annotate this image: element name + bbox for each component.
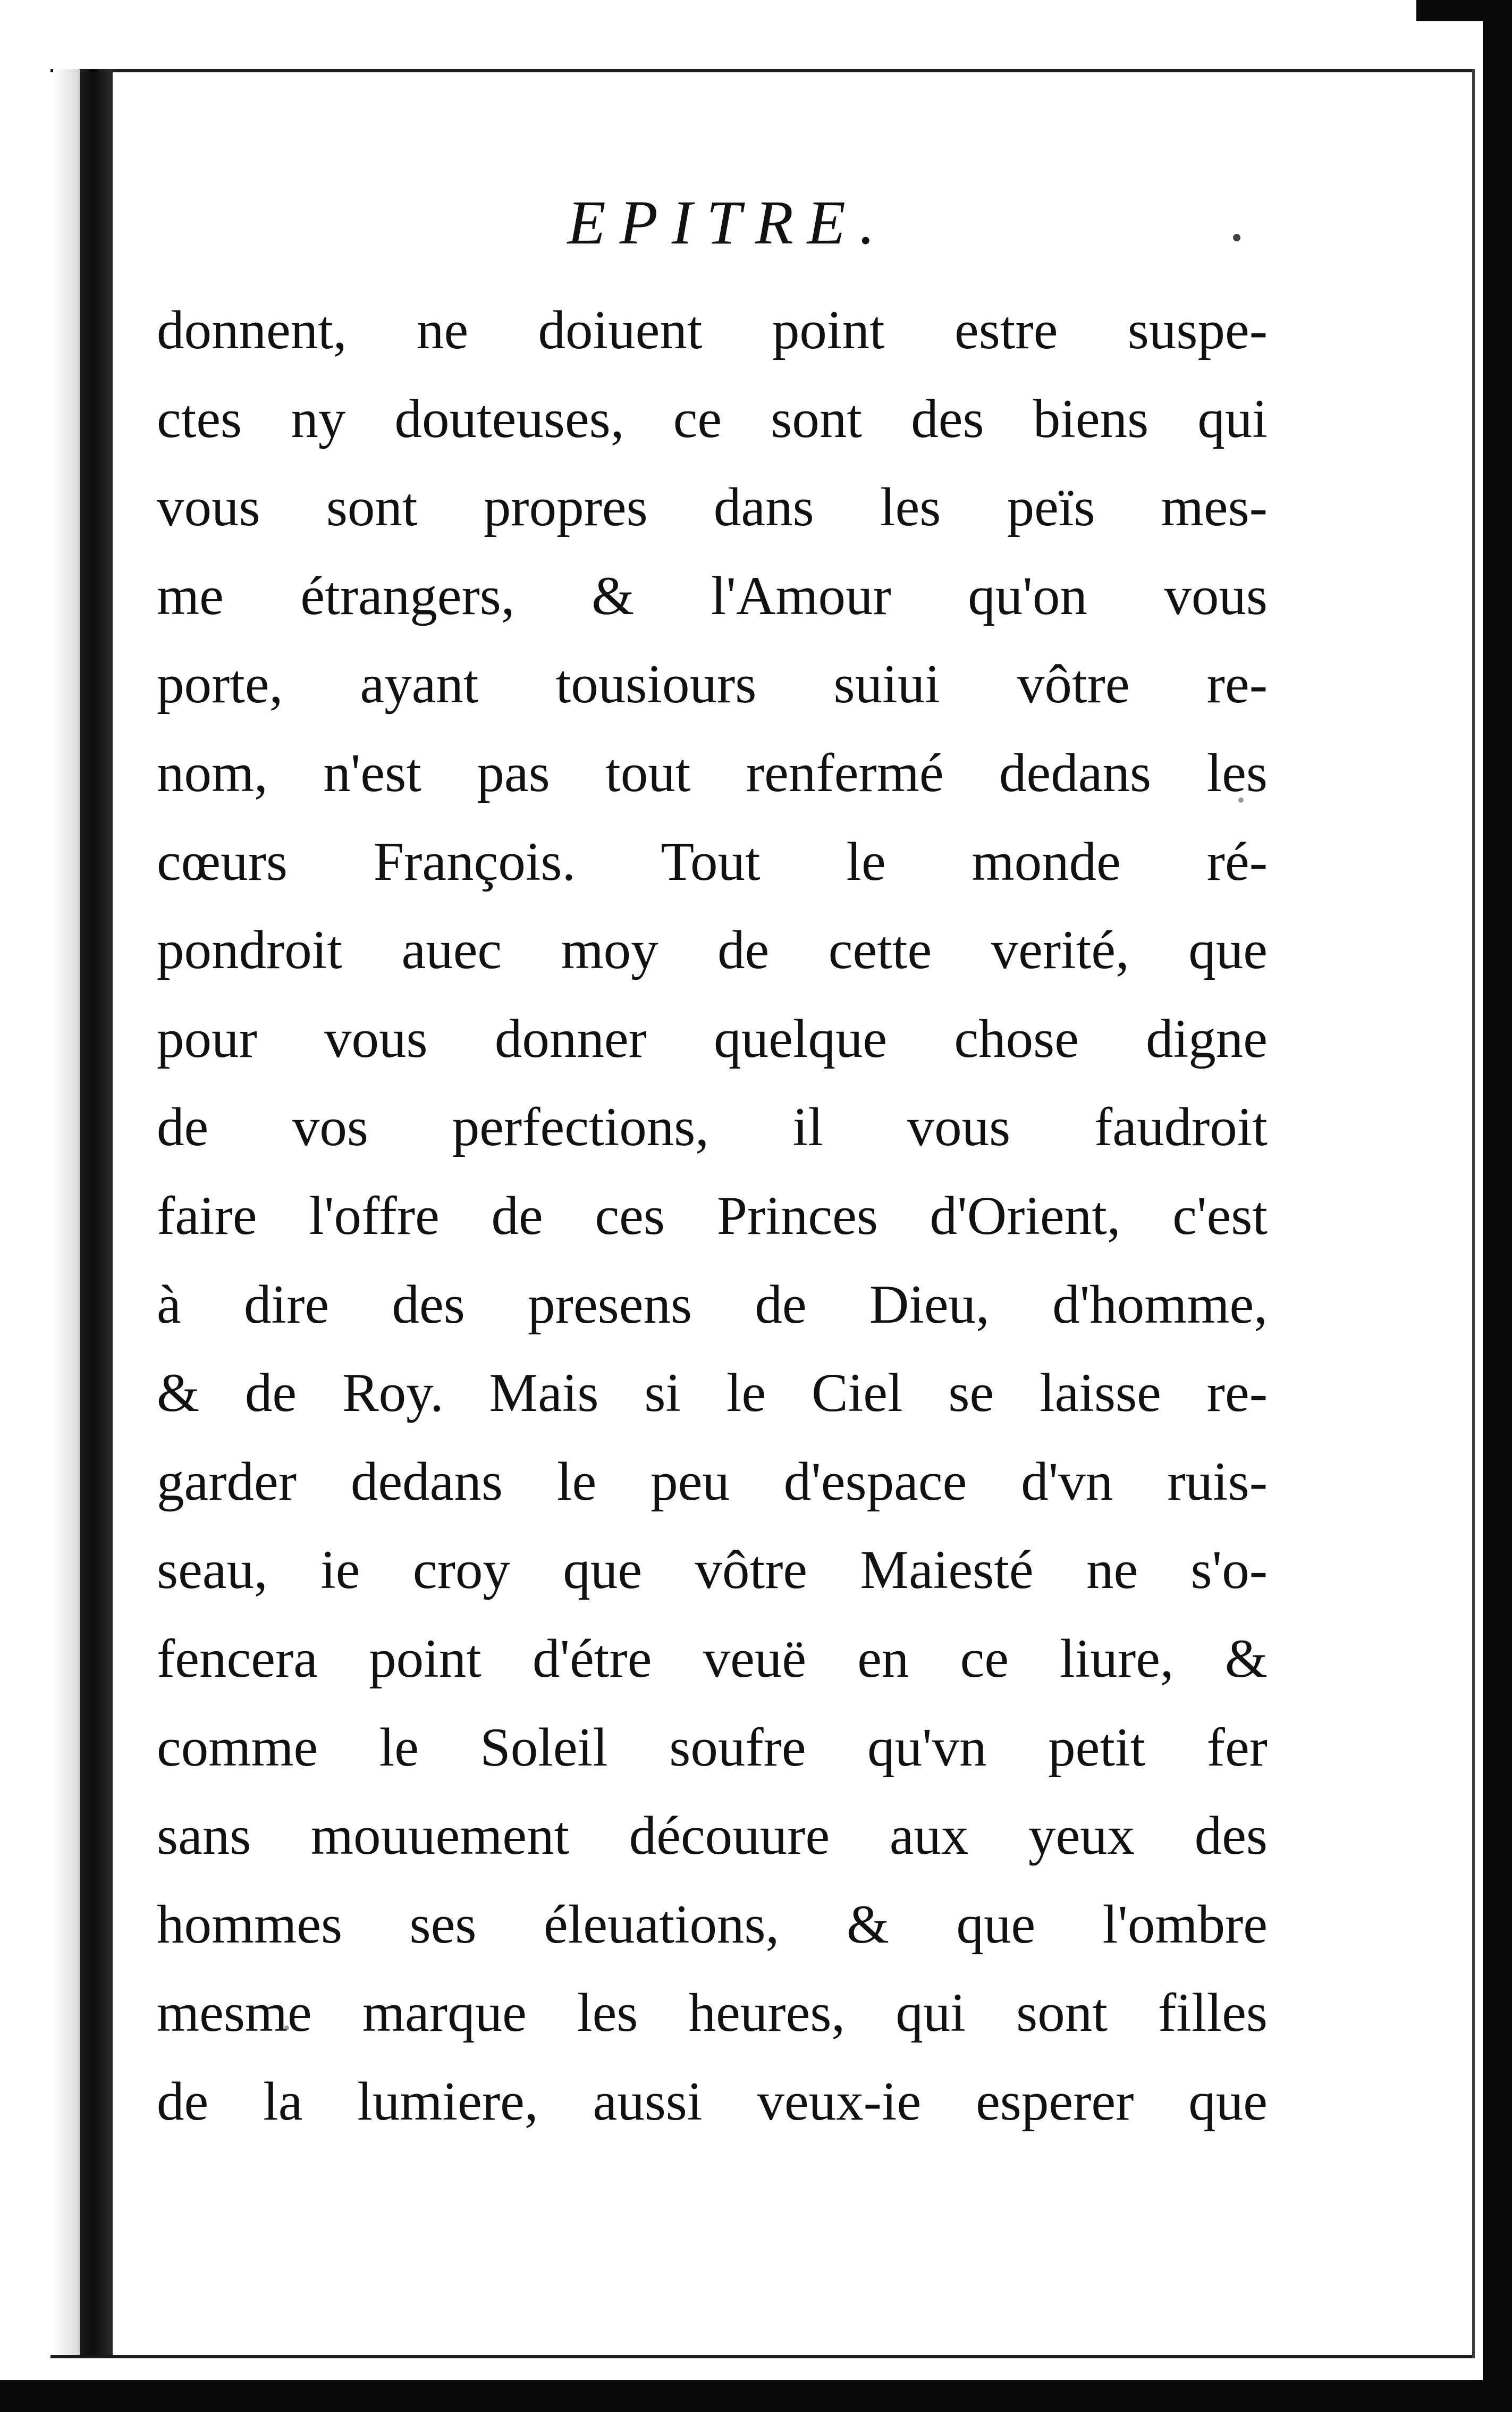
text-line: vous sont propres dans les peïs mes- [157, 477, 1268, 538]
frame-top-line [50, 69, 1475, 72]
text-line: hommes ses éleuations, & que l'ombre [157, 1894, 1268, 1955]
text-line: pondroit auec moy de cette verité, que [157, 920, 1268, 981]
scan-edge-right [1483, 0, 1512, 2412]
book-page [157, 188, 1268, 2146]
text-line: pour vous donner quelque chose digne [157, 1008, 1268, 1069]
text-line: porte, ayant tousiours suiui vôtre re- [157, 654, 1268, 715]
frame-bottom-line [50, 2355, 1475, 2358]
text-line: de la lumiere, aussi veux-ie esperer que [157, 2071, 1268, 2132]
text-line: nom, n'est pas tout renfermé dedans les [157, 742, 1268, 803]
text-line: faire l'offre de ces Princes d'Orient, c'est [157, 1185, 1268, 1246]
text-line: de vos perfections, il vous faudroit [157, 1097, 1268, 1158]
frame-right-line [1472, 69, 1475, 2358]
text-block [157, 286, 1268, 2146]
text-line: seau, ie croy que vôtre Maiesté ne s'o- [157, 1540, 1268, 1601]
text-line: donnent, ne doiuent point estre suspe- [157, 300, 1268, 360]
text-line: cœurs François. Tout le monde ré- [157, 831, 1268, 892]
text-line: comme le Soleil soufre qu'vn petit fer [157, 1717, 1268, 1778]
binding-shadow [53, 69, 80, 2355]
scan-edge-bottom [0, 2380, 1512, 2412]
text-line: à dire des presens de Dieu, d'homme, [157, 1274, 1268, 1335]
text-line: me étrangers, & l'Amour qu'on vous [157, 565, 1268, 626]
text-line: fencera point d'étre veuë en ce liure, & [157, 1628, 1268, 1689]
binding-edge [80, 69, 113, 2355]
text-line: garder dedans le peu d'espace d'vn ruis- [157, 1451, 1268, 1512]
text-line: mesme marque les heures, qui sont filles [157, 1982, 1268, 2044]
running-head: EPITRE. [567, 188, 889, 257]
text-line: sans mouuement découure aux yeux des [157, 1805, 1268, 1867]
scan-edge-top-right [1416, 0, 1512, 21]
text-line: ctes ny douteuses, ce sont des biens qui [157, 388, 1268, 449]
text-line: & de Roy. Mais si le Ciel se laisse re- [157, 1363, 1268, 1424]
